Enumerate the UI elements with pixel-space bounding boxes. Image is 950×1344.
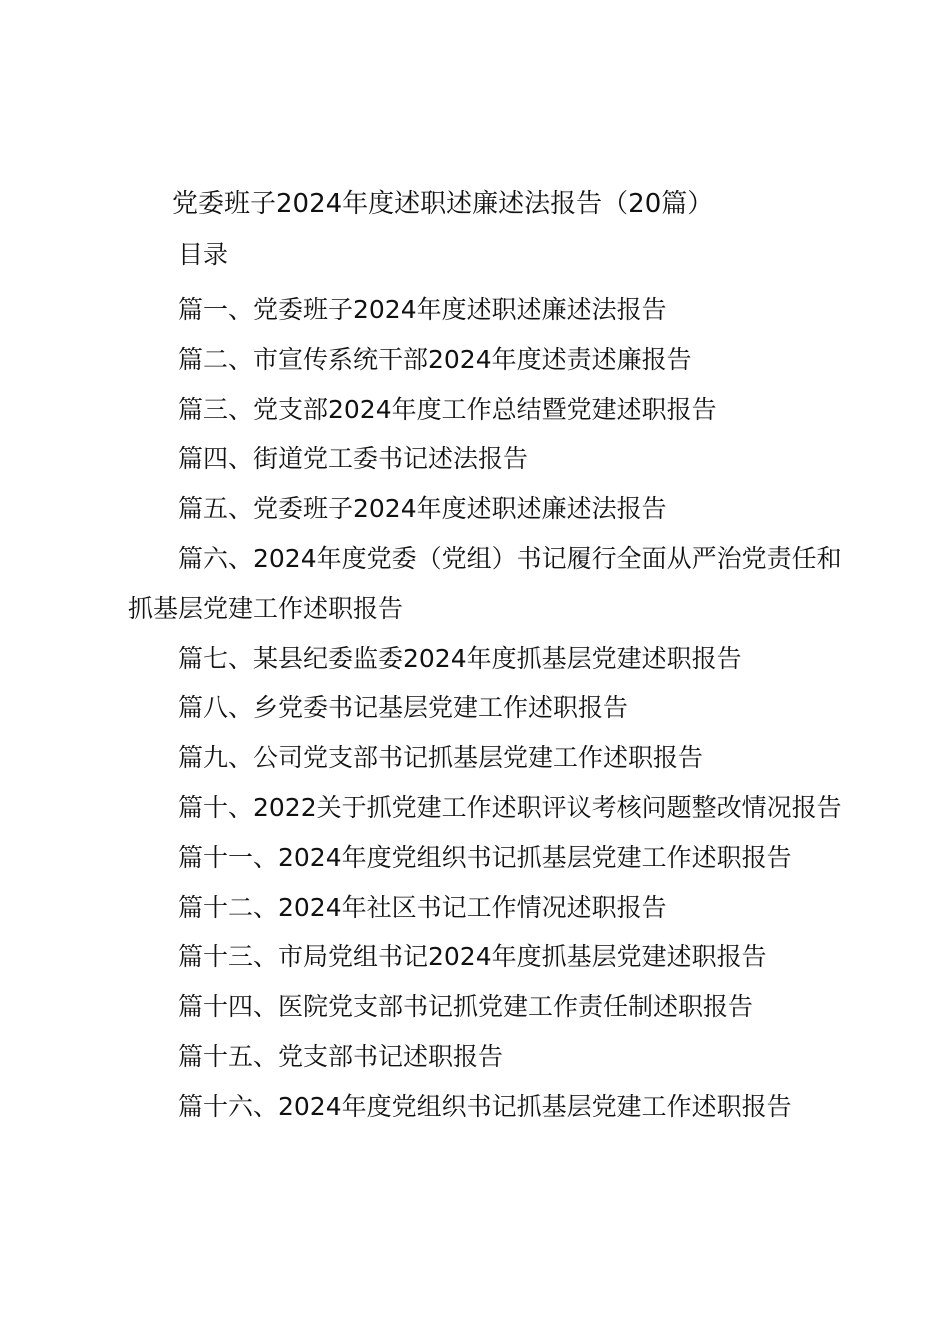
toc-item: 篇十三、市局党组书记2024年度抓基层党建述职报告 (178, 942, 767, 972)
toc-heading: 目录 (178, 240, 229, 269)
document-title: 党委班子2024年度述职述廉述法报告（20篇） (172, 189, 714, 219)
toc-item: 篇八、乡党委书记基层党建工作述职报告 (178, 693, 629, 723)
toc-item: 篇十六、2024年度党组织书记抓基层党建工作述职报告 (178, 1091, 792, 1121)
toc-item: 篇四、街道党工委书记述法报告 (178, 444, 529, 474)
toc-item: 篇六、2024年度党委（党组）书记履行全面从严治党责任和抓基层党建工作述职报告 (128, 543, 842, 623)
toc-item: 篇十一、2024年度党组织书记抓基层党建工作述职报告 (178, 842, 792, 872)
toc-item: 篇十四、医院党支部书记抓党建工作责任制述职报告 (178, 992, 754, 1022)
toc-item: 篇二、市宣传系统干部2024年度述责述廉报告 (178, 344, 692, 374)
toc-item: 篇七、某县纪委监委2024年度抓基层党建述职报告 (178, 643, 742, 673)
toc-item: 篇一、党委班子2024年度述职述廉述法报告 (178, 295, 667, 324)
toc-item: 篇十二、2024年社区书记工作情况述职报告 (178, 892, 667, 922)
toc-item: 篇五、党委班子2024年度述职述廉述法报告 (178, 494, 667, 524)
table-of-contents (128, 285, 848, 1132)
toc-item: 篇十、2022关于抓党建工作述职评议考核问题整改情况报告 (178, 792, 842, 822)
toc-item: 篇三、党支部2024年度工作总结暨党建述职报告 (178, 394, 717, 424)
toc-item: 篇九、公司党支部书记抓基层党建工作述职报告 (178, 743, 704, 773)
toc-item: 篇十五、党支部书记述职报告 (178, 1041, 504, 1071)
